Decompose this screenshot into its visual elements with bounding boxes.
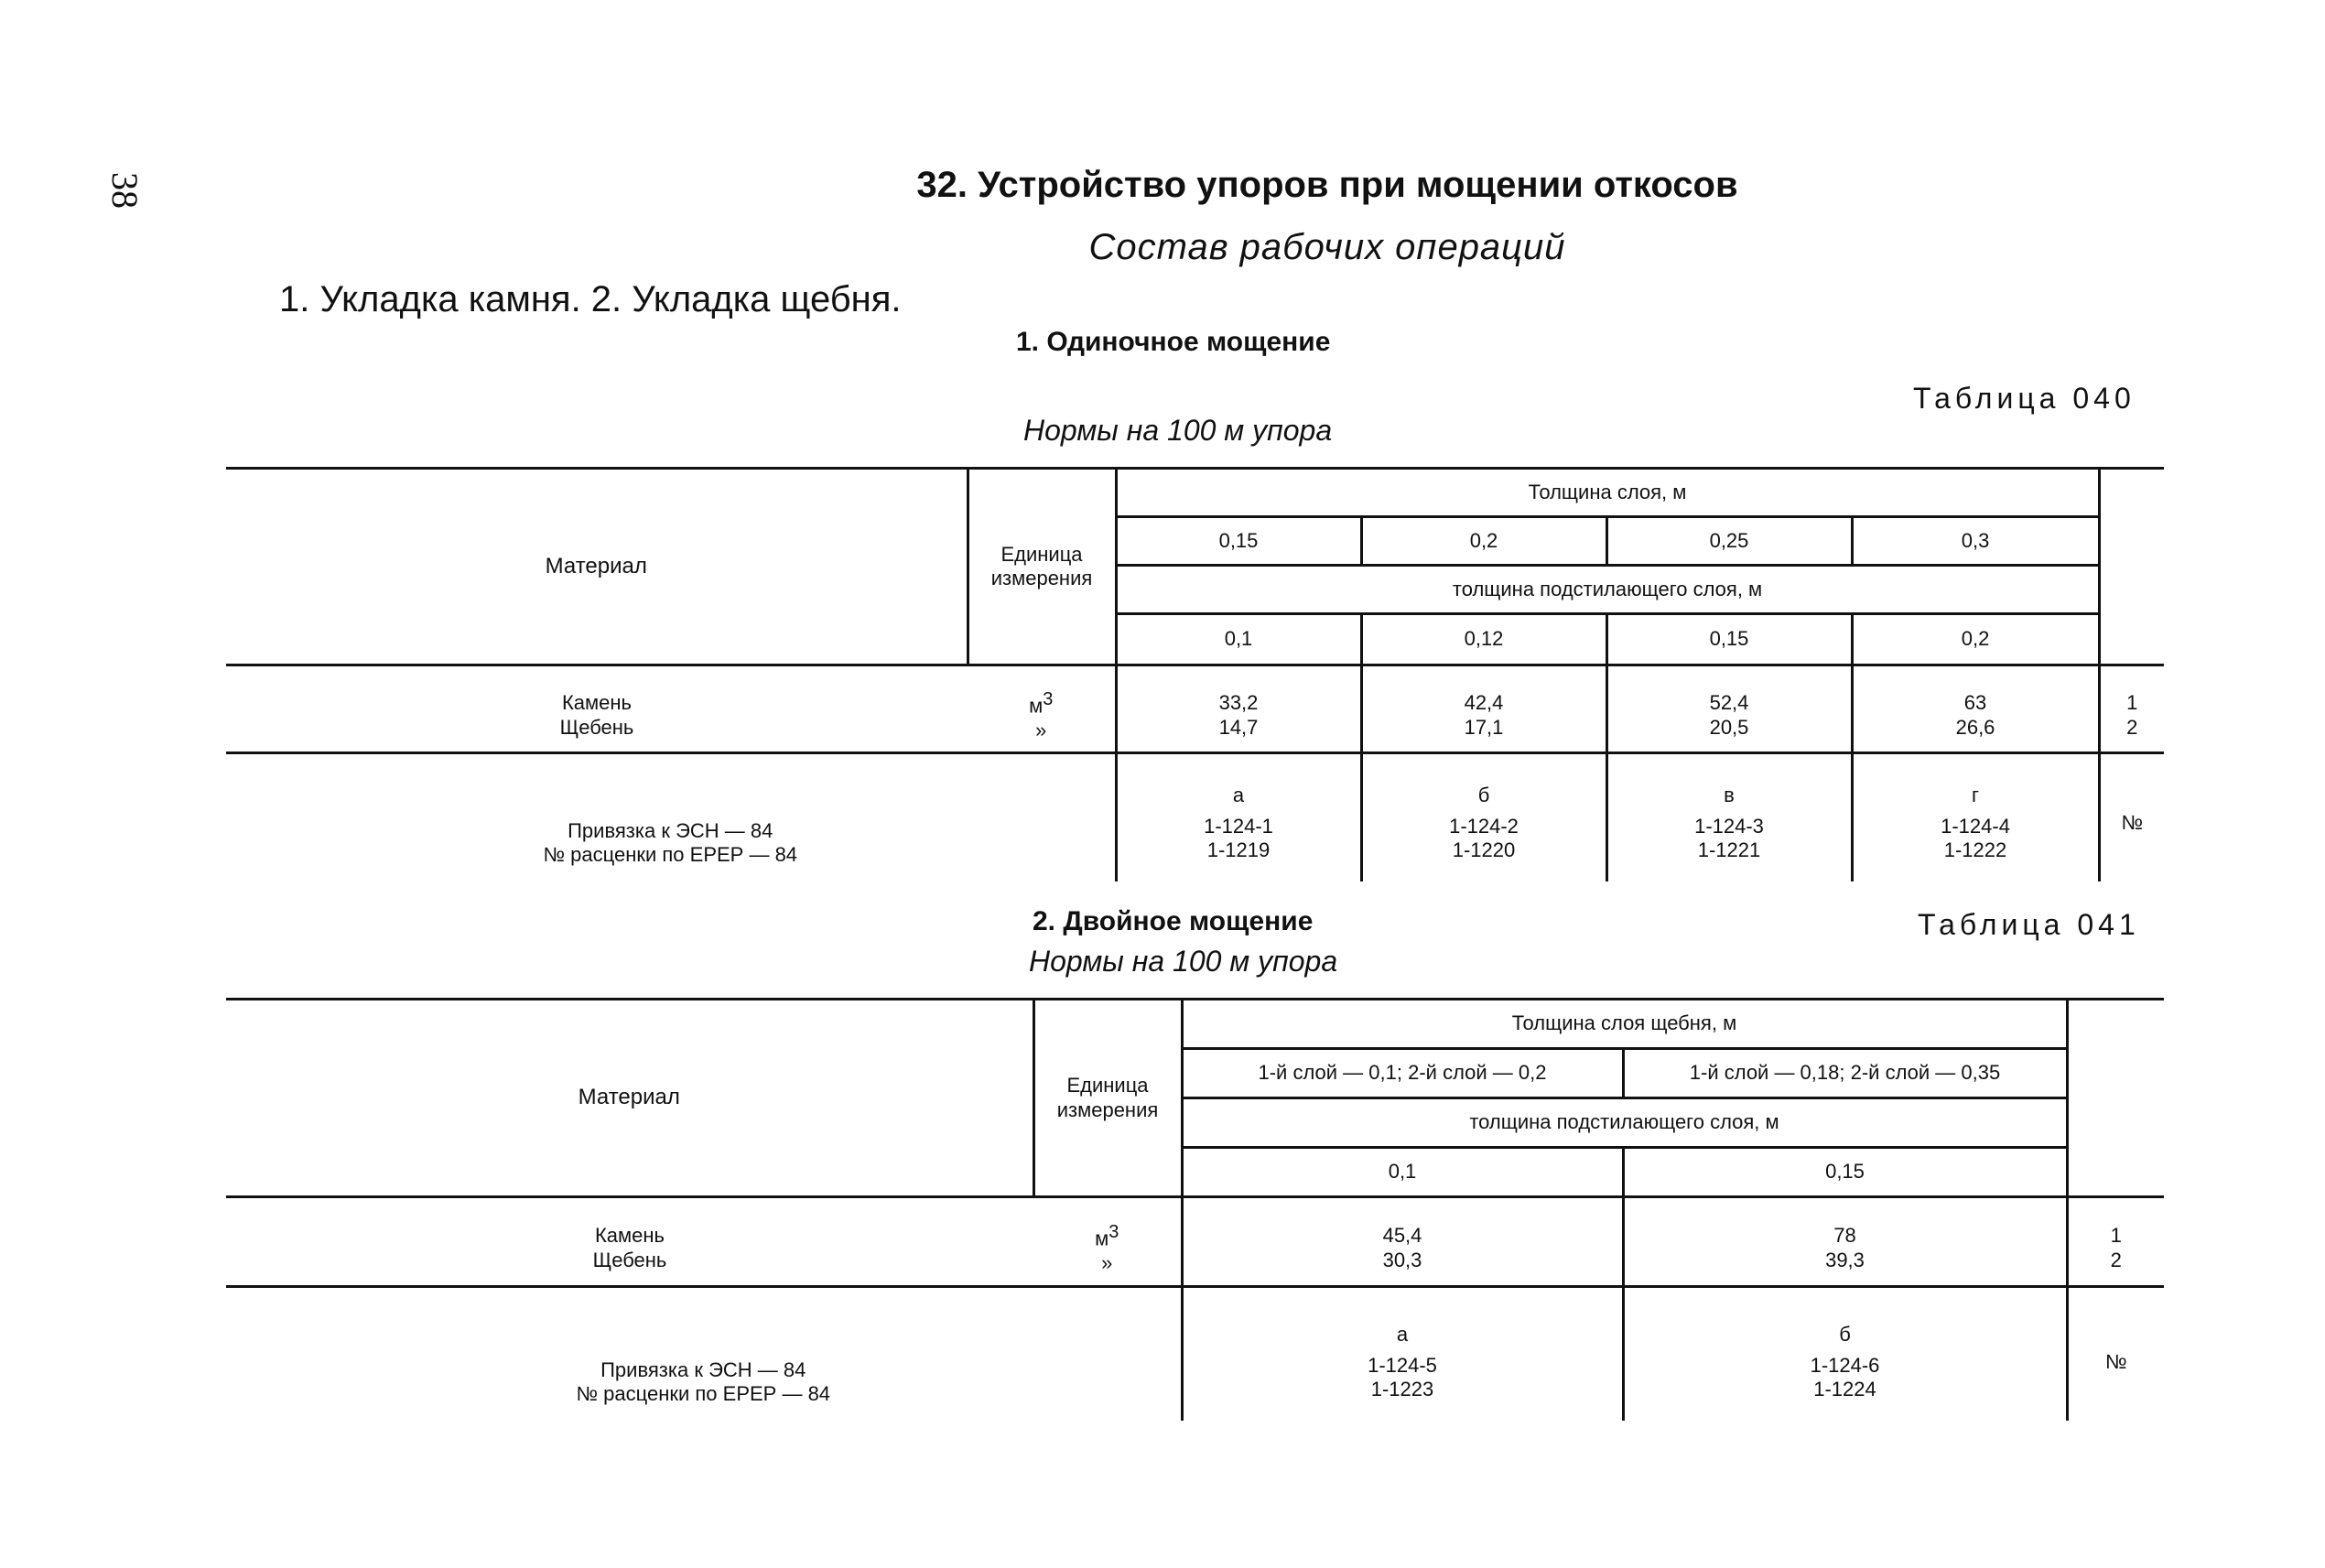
operations-subtitle: Состав рабочих операций [1088, 227, 1566, 267]
table2-letter: а [1396, 1322, 1409, 1346]
table2-value: 45,4 [1382, 1224, 1422, 1248]
table1-letter: в [1724, 783, 1735, 806]
table1-sub-1: 0,1 [1116, 614, 1361, 665]
table2-thickness-2: 1-й слой — 0,18; 2-й слой — 0,35 [1623, 1049, 2067, 1098]
table1-unit-1-sup: 3 [1043, 688, 1054, 709]
table2-esn: 1-124-6 [1810, 1354, 1880, 1378]
table1-unit-1: м [1029, 694, 1044, 718]
table1-heading: 1. Одиночное мощение [1016, 327, 1331, 357]
table1-erer: 1-1222 [1943, 838, 2007, 862]
table2-thickness-1: 1-й слой — 0,1; 2-й слой — 0,2 [1182, 1049, 1623, 1098]
table-row [226, 753, 2164, 881]
table2-value: 30,3 [1382, 1248, 1422, 1271]
table2-unit-1: м [1095, 1227, 1109, 1250]
table1-esn: 1-124-3 [1694, 815, 1764, 838]
table2-letter: б [1839, 1322, 1851, 1346]
table1-header-material: Материал [226, 469, 968, 665]
table1-thickness-3: 0,25 [1606, 517, 1852, 566]
table2-sub-2: 0,15 [1623, 1148, 2067, 1197]
table1-value: 14,7 [1218, 715, 1259, 739]
table1-thickness-1: 0,15 [1116, 517, 1361, 566]
page-number: 38 [104, 172, 146, 209]
table1-value: 33,2 [1218, 691, 1259, 715]
table2-erer-label: № расценки по ЕРЕР — 84 [576, 1382, 831, 1406]
table1-header-thickness: Толщина слоя, м [1116, 469, 2099, 517]
table1-value: 17,1 [1464, 715, 1504, 739]
table-row [226, 665, 2164, 753]
table1-sub-3: 0,15 [1606, 614, 1852, 665]
table1-esn: 1-124-2 [1449, 815, 1519, 838]
table1-letter: а [1232, 783, 1245, 806]
table1-header-unit: Единица измерения [968, 469, 1116, 665]
table1-value: 26,6 [1955, 715, 1995, 739]
table1-row-number: 2 [2126, 715, 2138, 739]
table2-header-material: Материал [226, 1000, 1033, 1197]
table1-erer-label: № расценки по ЕРЕР — 84 [543, 843, 798, 867]
table2-header-sublayer: толщина подстилающего слоя, м [1182, 1098, 2067, 1148]
table1-value: 42,4 [1464, 691, 1504, 715]
table2-esn: 1-124-5 [1368, 1354, 1437, 1378]
table1-norms: Нормы на 100 м упора [1023, 414, 1333, 447]
table1-erer: 1-1220 [1452, 838, 1516, 862]
table1-thickness-2: 0,2 [1361, 517, 1606, 566]
table1-esn-label: Привязка к ЭСН — 84 [568, 818, 773, 842]
table1-erer: 1-1221 [1697, 838, 1761, 862]
table1-header-sublayer: толщина подстилающего слоя, м [1116, 566, 2099, 614]
table1-esn: 1-124-1 [1204, 815, 1273, 838]
table2-esn-label: Привязка к ЭСН — 84 [600, 1357, 806, 1381]
table1-label: Таблица 040 [1913, 382, 2136, 415]
table1-unit-2: » [1035, 718, 1047, 741]
table-row [226, 1197, 2164, 1287]
table2-num-sign: № [2104, 1350, 2127, 1374]
table1-material-2: Щебень [559, 715, 634, 739]
table2-erer: 1-1223 [1370, 1378, 1434, 1401]
table1-value: 52,4 [1709, 691, 1749, 715]
table2-norms: Нормы на 100 м упора [1029, 945, 1338, 978]
table-row [226, 1287, 2164, 1421]
table2-material-1: Камень [594, 1224, 665, 1248]
table2-header-unit: Единица измерения [1033, 1000, 1182, 1197]
table2-sub-1: 0,1 [1182, 1148, 1623, 1197]
table2-row-number: 2 [2110, 1248, 2122, 1271]
table1-sub-2: 0,12 [1361, 614, 1606, 665]
table2-material-2: Щебень [592, 1248, 667, 1271]
table2-unit-2: » [1101, 1250, 1113, 1274]
table1-value: 20,5 [1709, 715, 1749, 739]
table1-material-1: Камень [561, 691, 633, 715]
table1-esn: 1-124-4 [1941, 815, 2010, 838]
table2-label: Таблица 041 [1918, 908, 2140, 941]
table1-letter: б [1477, 783, 1490, 806]
table2 [226, 998, 2164, 1421]
table2-header-thickness: Толщина слоя щебня, м [1182, 1000, 2067, 1049]
table2-heading: 2. Двойное мощение [1033, 906, 1314, 936]
table2-value: 78 [1833, 1224, 1856, 1248]
table2-unit-1-sup: 3 [1108, 1221, 1119, 1242]
section-title: 32. Устройство упоров при мощении откосов [916, 165, 1738, 205]
table1-num-sign: № [2121, 811, 2144, 835]
table2-value: 39,3 [1825, 1248, 1865, 1271]
table1-sub-4: 0,2 [1852, 614, 2099, 665]
operations-list: 1. Укладка камня. 2. Укладка щебня. [279, 279, 902, 319]
table2-row-number: 1 [2110, 1224, 2122, 1248]
table1-erer: 1-1219 [1206, 838, 1271, 862]
table2-erer: 1-1224 [1813, 1378, 1876, 1401]
table1 [226, 467, 2164, 881]
table1-value: 63 [1963, 691, 1987, 715]
table1-thickness-4: 0,3 [1852, 517, 2099, 566]
table1-letter: г [1972, 783, 1980, 806]
table1-row-number: 1 [2126, 691, 2138, 715]
